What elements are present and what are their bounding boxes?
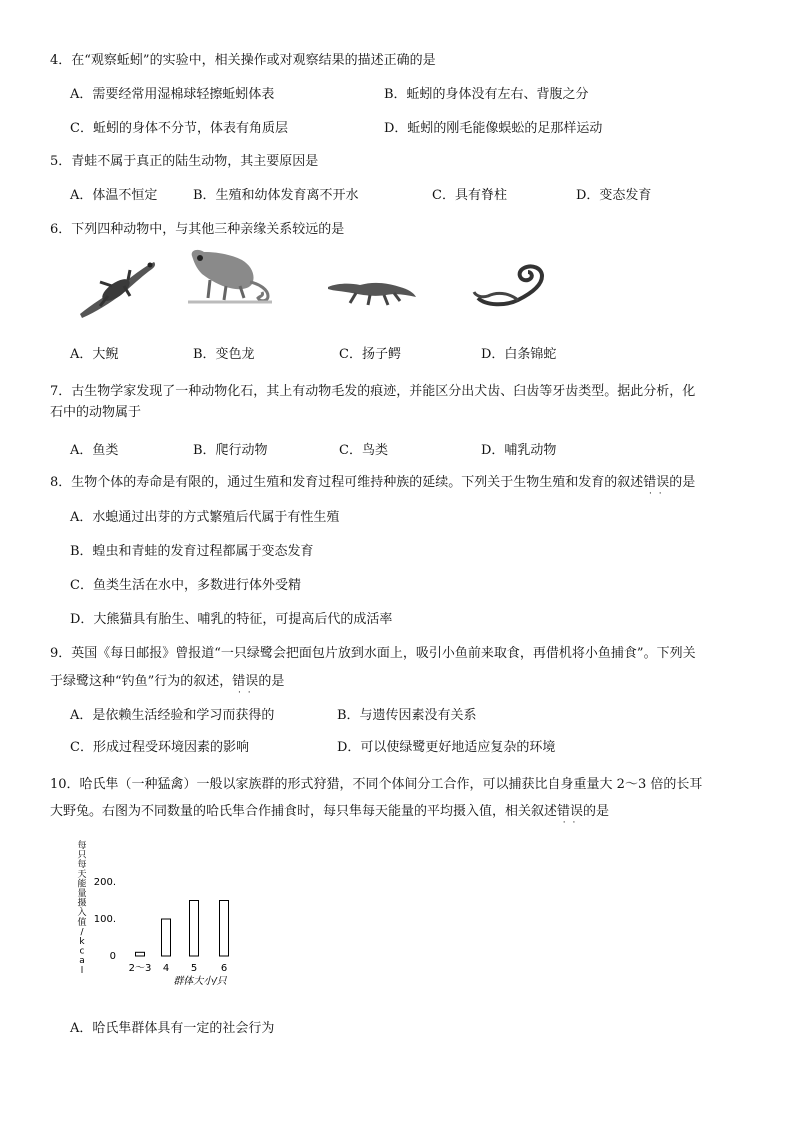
- chart-y-label-char: 摄: [77, 898, 87, 909]
- chart-y-label-char: 天: [77, 869, 87, 880]
- q8-stem-post: 的是: [669, 475, 696, 490]
- q6-option-b: B．变色龙: [193, 347, 255, 362]
- chart-y-axis-label: [77, 839, 86, 976]
- q9-option-d: D．可以使绿鹭更好地适应复杂的环境: [337, 740, 556, 755]
- chart-y-label-char: l: [80, 965, 84, 976]
- q7-option-c: C．鸟类: [339, 443, 388, 458]
- q8-option-a: A．水螅通过出芽的方式繁殖后代属于有性生殖: [70, 510, 340, 525]
- chart-y-ticks: [94, 877, 116, 962]
- energy-bar-chart: [70, 838, 300, 998]
- q9-option-b: B．与遗传因素没有关系: [337, 708, 477, 723]
- chart-x-tick-label: 4: [162, 963, 170, 974]
- q10-option-a: A．哈氏隼群体具有一定的社会行为: [70, 1021, 275, 1036]
- chart-y-label-char: 只: [77, 850, 87, 861]
- q8-stem: [50, 471, 695, 490]
- q5-option-b: B．生殖和幼体发育离不开水: [193, 188, 359, 203]
- q4-option-d: D．蚯蚓的刚毛能像蜈蚣的足那样运动: [384, 121, 603, 136]
- q8-option-d: D．大熊猫具有胎生、哺乳的特征，可提高后代的成活率: [70, 612, 393, 627]
- q7-option-b: B．爬行动物: [193, 443, 268, 458]
- q9-stem-emphasis: 错误 · ·: [232, 674, 258, 689]
- q7-option-d: D．哺乳动物: [481, 443, 557, 458]
- q6-option-c: C．扬子鳄: [339, 347, 401, 362]
- chart-bars: [136, 901, 229, 957]
- chart-y-label-char: 量: [77, 889, 87, 899]
- q10-stem-post: 的是: [583, 804, 610, 819]
- chart-y-label-char: a: [79, 956, 85, 967]
- q8-option-b: B．蝗虫和青蛙的发育过程都属于变态发育: [70, 544, 314, 559]
- chart-x-tick-label: 6: [220, 963, 228, 974]
- q6-stem: 6．下列四种动物中，与其他三种亲缘关系较远的是: [50, 222, 345, 237]
- q5-stem: 5．青蛙不属于真正的陆生动物，其主要原因是: [50, 154, 319, 169]
- chart-y-label-char: 值: [77, 917, 87, 928]
- alligator-image: [326, 273, 418, 307]
- chart-y-tick-label: 100.: [93, 914, 116, 925]
- salamander-image: [72, 256, 160, 320]
- chart-x-ticks: [129, 963, 228, 974]
- q10-stem-pre: 大野兔。右图为不同数量的哈氏隼合作捕食时，每只隼每天能量的平均摄入值，相关叙述: [50, 804, 558, 819]
- chart-x-tick-label: 2～3: [128, 963, 152, 974]
- chart-y-label-char: 入: [77, 908, 87, 919]
- chart-y-label-char: /: [80, 927, 84, 938]
- q7-option-a: A．鱼类: [70, 443, 119, 458]
- q5-option-a: A．体温不恒定: [70, 188, 158, 203]
- q5-option-c: C．具有脊柱: [432, 188, 507, 203]
- q4-option-c: C．蚯蚓的身体不分节，体表有角质层: [70, 121, 288, 136]
- q9-stem-line2: [50, 670, 284, 689]
- chart-y-label-char: c: [79, 946, 85, 957]
- q6-option-d: D．白条锦蛇: [481, 347, 557, 362]
- chart-x-axis-label: 群体大小/只: [173, 976, 227, 987]
- chart-y-label-char: 每: [77, 860, 87, 871]
- snake-image: [472, 262, 550, 308]
- chart-bar: [220, 901, 229, 957]
- q4-stem: 4．在“观察蚯蚓”的实验中，相关操作或对观察结果的描述正确的是: [50, 53, 436, 68]
- chart-bar: [162, 919, 171, 956]
- chart-bar: [190, 901, 199, 957]
- chart-y-label-char: k: [79, 937, 85, 947]
- q9-option-a: A．是依赖生活经验和学习而获得的: [70, 708, 275, 723]
- q9-stem-post: 的是: [258, 674, 285, 689]
- q8-stem-pre: 8．生物个体的寿命是有限的，通过生殖和发育过程可维持种族的延续。下列关于生物生殖和发育的叙述: [50, 475, 644, 490]
- q7-stem-line2: 石中的动物属于: [50, 405, 142, 420]
- chameleon-image: [186, 246, 274, 306]
- q5-option-d: D．变态发育: [576, 188, 652, 203]
- q6-option-a: A．大鲵: [70, 347, 119, 362]
- q8-option-c: C．鱼类生活在水中，多数进行体外受精: [70, 578, 301, 593]
- q10-stem-line1: 10．哈氏隼（一种猛禽）一般以家族群的形式狩猎，不同个体间分工合作，可以捕获比自身重量大 2～3 倍的长耳: [50, 777, 703, 792]
- chart-x-tick-label: 5: [190, 963, 198, 974]
- q9-stem-pre: 于绿鹭这种“钓鱼”行为的叙述，: [50, 674, 233, 689]
- chart-y-label-char: 每: [77, 841, 87, 851]
- q8-stem-emphasis: 错误 · ·: [643, 475, 669, 490]
- chart-y-tick-label: 0: [109, 951, 116, 962]
- q10-stem-line2: [50, 800, 609, 819]
- q7-stem-line1: 7．古生物学家发现了一种动物化石，其上有动物毛发的痕迹，并能区分出犬齿、臼齿等牙齿类型。据此分析，化: [50, 384, 696, 399]
- chart-y-tick-label: 200.: [93, 877, 116, 888]
- q9-stem-line1: 9．英国《每日邮报》曾报道“一只绿鹭会把面包片放到水面上，吸引小鱼前来取食，再借机将小鱼捕食”。下列关: [50, 646, 696, 661]
- q10-stem-emphasis: 错误 · ·: [557, 804, 583, 819]
- q4-option-a: A．需要经常用湿棉球轻擦蚯蚓体表: [70, 87, 275, 102]
- q9-option-c: C．形成过程受环境因素的影响: [70, 740, 249, 755]
- chart-bar: [136, 952, 145, 956]
- chart-y-label-char: 能: [77, 879, 87, 890]
- q4-option-b: B．蚯蚓的身体没有左右、背腹之分: [384, 87, 589, 102]
